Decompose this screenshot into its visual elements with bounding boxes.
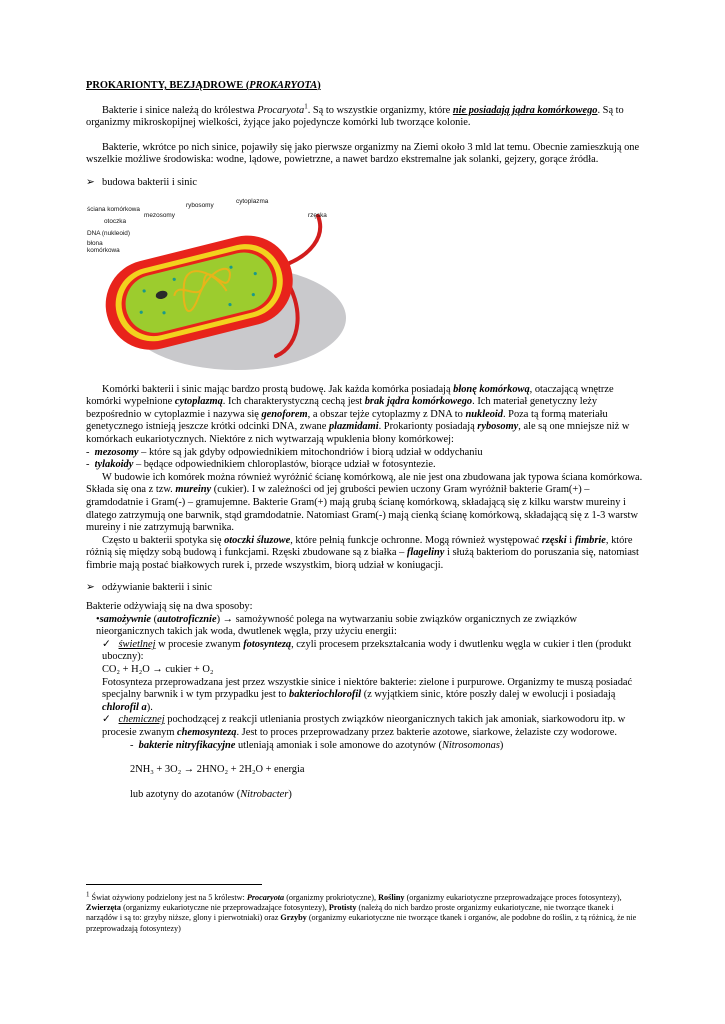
- footnote: $^1$ Świat ożywiony podzielony jest na 5 królestw: Procaryota (organizmy prokriotyczne), Rośliny (organizmy eukariotyczne przeprowadzające proces fotosyntezy), Zwierzęta (organizmy eukariotyczne nie przeprowadzające fotosyntezy), Protisty (należą do nich bardzo proste organizmy eukariotyczne, nie tworzące tkanek i narządów i są to: grzyby niższe, glony i pierwotniaki) oraz Grzyby (organizmy eukariotyczne nie tworzące tkanek i organów, ale podobne do roślin, z tą różnicą, że nie przeprowadzają fotosyntezy): [86, 890, 637, 933]
- dot-bullet-icon: •: [96, 613, 100, 625]
- label-membrane: błona komórkowa: [87, 239, 120, 254]
- nitrifying-item: - bakterie nitryfikacyjne utleniają amoniak i sole amonowe do azotynów (Nitrosomonas): [130, 739, 504, 751]
- photosynthesis-equation: CO₂ + H₂O → cukier + O₂: [102, 664, 214, 676]
- document-page: [86, 80, 646, 801]
- paragraph-structure: Komórki bakterii i sinic mając bardzo prostą budowę. Jak każda komórka posiadają błonę komórkową, otaczającą wnętrze komórki wypełnione cytoplazmą. Ich charakterystyczną cechą jest brak jądra komórkowego. Ich materiał genetyczny leży bezpośrednio w cytoplazmie i nazywa się genoforem, a obszar tejże cytoplazmy z DNA to nukleoid. Poza tą formą materiału genetycznego istnieją jeszcze krótki odcinki DNA, zwane plazmidami. Prokarionty posiadają rybosomy, ale są one mniejsze niż w komórkach eukariotycznych. Niektóre z nich wytwarzają wpuklenia błony komórkowej:: [86, 383, 630, 445]
- check-icon: ✓: [102, 638, 111, 650]
- list-item: - tylakoidy – będące odpowiednikiem chloroplastów, biorące udział w fotosyntezie.: [86, 459, 436, 471]
- label-cytoplasm: cytoplazma: [236, 197, 269, 205]
- list-item: - mezosomy – które są jak gdyby odpowiednikiem mitochondriów i biorą udział w oddychaniu: [86, 446, 483, 458]
- bacteria-diagram: [86, 196, 352, 378]
- nitrification-equation: 2NH₃ + 3O₂ → 2HNO₂ + 2H₂O + energia: [130, 764, 305, 776]
- paragraph-origin: Bakterie, wkrótce po nich sinice, pojawiły się jako pierwsze organizmy na Ziemi około 3 mld lat temu. Obecnie zamieszkują one wszelkie możliwe środowiska: wodne, lądowe, powietrzne, a nawet bardzo ekstremalne jak solanki, gejzery, gorące źródła.: [86, 141, 640, 166]
- paragraph-intro: Bakterie i sinice należą do królestwa Procaryota$^1$. Są to wszystkie organizmy, które nie posiadają jądra komórkowego. Są to organizmy mikroskopijnej wielkości, żyjące jako pojedyncze komórki lub tworzące kolonie.: [86, 102, 624, 129]
- footnote-separator: [86, 884, 262, 885]
- label-cell-wall: ściana komórkowa: [87, 205, 140, 213]
- photosynthesis-text: Fotosynteza przeprowadzana jest przez wszystkie sinice i niektóre bakterie: zielone i purpurowe. Organizmy te muszą posiadać specjalny barwnik i w tym przypadku jest to bakteriochlorofil (z wyjątkiem sinic, które poszły dalej w ewolucji i posiadają chlorofil a).: [102, 676, 633, 713]
- arrow-bullet-icon: ➢: [86, 176, 95, 188]
- light-energy-item: ✓ świetlnej w procesie zwanym fotosyntezą, czyli procesem przekształcania wody i dwutlenku węgla w cukier i tlen (produkt uboczny):: [102, 638, 632, 663]
- section-bullet-structure: ➢ budowa bakterii i sinic: [86, 176, 197, 188]
- section-bullet-nutrition: ➢ odżywianie bakterii i sinic: [86, 582, 212, 594]
- paragraph-nutrition: Bakterie odżywiają się na dwa sposoby:: [86, 601, 253, 613]
- paragraph-wall: W budowie ich komórek można również wyróżnić ścianę komórkową, ale nie jest ona zbudowana jak typowa ściana komórkowa. Składa się ona z tzw. mureiny (cukier). I w zależności od jej grubości pewien uczony Gram wyróżnił bakterie Gram(+) – gramdodatnie i Gram(-) – gramujemne. Bakterie Gram(+) mają grubą ścianę komórkową, składającą się z kilku warstw mureiny i dlatego zatrzymują one barwnik, stąd gramdodatnie. Natomiast Gram(-) mają cienką ścianę komórkową, składającą się z 1-3 warstw mureiny i nie zatrzymują barwnika.: [86, 471, 643, 534]
- arrow-bullet-icon: ➢: [86, 582, 95, 594]
- label-mesosomes: mezosomy: [144, 211, 175, 219]
- label-capsule: otoczka: [104, 217, 127, 225]
- footnote-ref[interactable]: 1: [304, 102, 308, 111]
- label-flagellum: rzęska: [308, 211, 327, 219]
- label-nucleoid: DNA (nukleoid): [87, 229, 130, 237]
- chemical-energy-item: ✓ chemicznej pochodzącej z reakcji utleniania prostych związków nieorganicznych takich jak amoniak, siarkowodoru itp. w procesie zwanym chemosyntezą. Jest to proces przeprowadzany przez bakterie azotowe, siarkowe, żelaziste czy wodorowe.: [102, 714, 626, 738]
- check-icon: ✓: [102, 714, 111, 726]
- autotroph-item: •samożywnie (autotroficznie) → samożywność polega na wytwarzaniu sobie związków organicznych ze związków nieorganicznych takich jak woda, dwutlenek węgla, przy użyciu energii:: [96, 613, 578, 638]
- label-ribosomes: rybosomy: [186, 201, 214, 209]
- page-title: PROKARIONTY, BEZJĄDROWE (PROKARYOTA): [86, 80, 321, 91]
- nitrobacter-line: lub azotyny do azotanów (Nitrobacter): [130, 788, 292, 800]
- paragraph-capsule: Często u bakterii spotyka się otoczki śluzowe, które pełnią funkcje ochronne. Mogą również występować rzęski i fimbrie, które różnią się między sobą budową i funkcjami. Rzęski zbudowane są z białka – flageliny i służą bakteriom do poruszania się, natomiast fimbrie mają postać białkowych rurek i, przede wszystkim, biorą udział w koniugacji.: [86, 534, 639, 571]
